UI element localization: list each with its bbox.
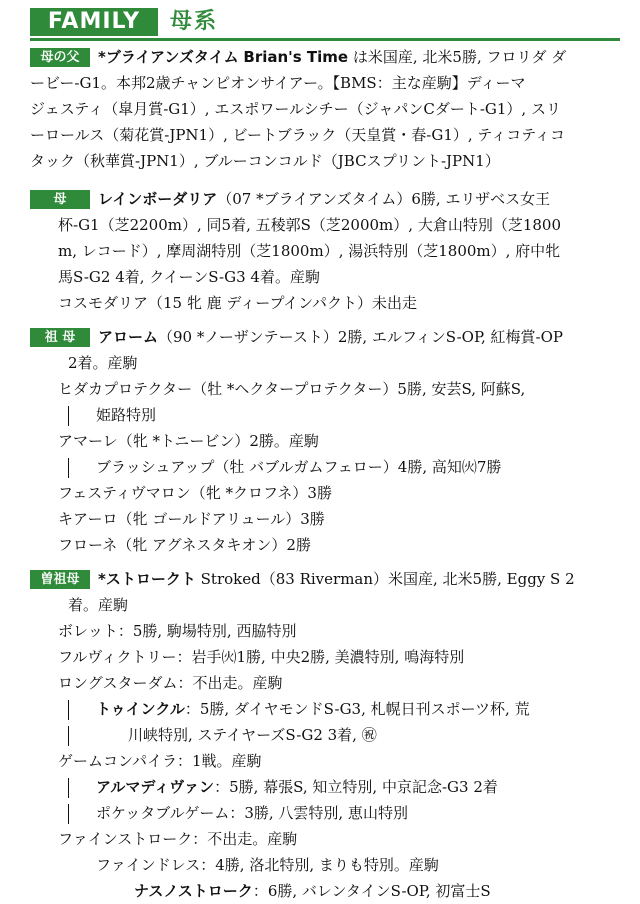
granddam-child-1-cont (58, 402, 610, 428)
granddam-name: アローム (98, 328, 159, 346)
great-granddam-line-2: 着。産駒 (68, 596, 129, 614)
family-title-jp: 母系 (170, 9, 219, 34)
granddam-grandchild-1-text: ブラッシュアップ（牡 バブルガムフェロー）4勝, 高知㈫7勝 (96, 458, 502, 476)
sire-of-dam-line-2: ービー-G1。本邦2歳チャンピオンサイアー。【BMS：主な産駒】ディーマ (30, 74, 526, 92)
sire-of-dam-text-1: は米国産, 北米5勝, フロリダ ダ (352, 48, 567, 66)
dam-text-1: （07 *ブライアンズタイム）6勝, エリザベス女王 (217, 190, 551, 208)
ggd-grandchild-1-text: ：5勝, ダイヤモンドS-G3, 札幌日刊スポーツ杯, 荒 (184, 700, 530, 718)
dam-name: レインボーダリア (98, 190, 218, 208)
pedigree-content (30, 44, 610, 904)
dam-section (30, 186, 610, 316)
ggd-child-5: ファインストローク：不出走。産駒 (58, 830, 298, 848)
sire-of-dam-line-1 (98, 44, 610, 70)
granddam-child-1: ヒダカプロテクター（牡 *ヘクタープロテクター）5勝, 安芸S, 阿蘇S, (58, 380, 526, 398)
granddam-child-4: キアーロ（牝 ゴールドアリュール）3勝 (58, 510, 325, 528)
ggd-grandchild-1-cont (58, 722, 610, 748)
great-granddam-line-1 (98, 566, 610, 592)
granddam-child-2: アマーレ（牝 *トニービン）2勝。産駒 (58, 432, 319, 450)
tree-bar (68, 458, 69, 478)
ggd-grandchild-2-text: ：5勝, 幕張S, 知立特別, 中京記念-G3 2着 (214, 778, 498, 796)
ggd-child-3: ロングスターダム：不出走。産駒 (58, 674, 283, 692)
tree-bar (68, 700, 69, 720)
sire-of-dam-name: ブライアンズタイム (105, 48, 239, 66)
great-granddam-text-1: Stroked（83 Riverman）米国産, 北米5勝, Eggy S 2 (200, 570, 575, 588)
granddam-section (30, 324, 610, 558)
tree-bar (68, 406, 69, 426)
granddam-line-1 (98, 324, 610, 350)
ggd-grandchild-1-name: トゥインクル (96, 700, 185, 718)
great-granddam-section (30, 566, 610, 904)
granddam-child-1-cont-text: 姫路特別 (96, 406, 157, 424)
ggd-child-1: ボレット：5勝, 駒場特別, 西脇特別 (58, 622, 297, 640)
ggd-child-4: ゲームコンパイラ：1戦。産駒 (58, 752, 262, 770)
ggd-grandchild-1-cont-text: 川峡特別, ステイヤーズS-G2 3着, ㊗ (128, 726, 377, 744)
ggd-child-2: フルヴィクトリー：岩手㈫1勝, 中央2勝, 美濃特別, 鳴海特別 (58, 648, 465, 666)
sire-of-dam-mark: * (98, 48, 106, 66)
tree-bar (68, 726, 69, 746)
sire-of-dam-label: 母の父 (30, 48, 90, 67)
great-granddam-label: 曽祖母 (30, 570, 90, 589)
sire-of-dam-line-5: タック（秋華賞-JPN1）, ブルーコンコルド（JBCスプリント-JPN1） (30, 152, 500, 170)
sire-of-dam-line-4: ーロールス（菊花賞-JPN1）, ビートブラック（天皇賞・春-G1）, ティコティコ (30, 126, 566, 144)
granddam-label: 祖 母 (30, 328, 90, 347)
ggd-great-grandchild-1 (58, 878, 610, 904)
dam-line-4: 馬S-G2 4着, クイーンS-G3 4着。産駒 (58, 268, 320, 286)
family-header (30, 8, 620, 41)
sire-of-dam-line-3: ジェスティ（皐月賞-G1）, エスポワールシチー（ジャパンCダート-G1）, スリ (30, 100, 561, 118)
great-granddam-name: ストロークト (105, 570, 196, 588)
granddam-line-2: 2着。産駒 (68, 354, 138, 372)
dam-line-1 (98, 186, 610, 212)
granddam-text-1: （90 *ノーザンテースト）2勝, エルフィンS-OP, 紅梅賞-OP (158, 328, 563, 346)
granddam-grandchild-1 (58, 454, 610, 480)
tree-bar (68, 804, 69, 824)
sire-of-dam-section (30, 44, 610, 174)
family-label: FAMILY (30, 8, 158, 36)
dam-line-3: m, レコード）, 摩周湖特別（芝1800m）, 湯浜特別（芝1800m）, 府中牝 (58, 242, 561, 260)
ggd-grandchild-3-text: ポケッタブルゲーム：3勝, 八雲特別, 恵山特別 (96, 804, 408, 822)
sire-of-dam-en: Brian's Time (243, 48, 349, 66)
dam-label: 母 (30, 190, 90, 209)
ggd-grandchild-1 (58, 696, 610, 722)
great-granddam-mark: * (98, 570, 106, 588)
ggd-grandchild-2 (58, 774, 610, 800)
tree-bar (68, 778, 69, 798)
ggd-grandchild-4: ファインドレス：4勝, 洛北特別, まりも特別。産駒 (96, 856, 439, 874)
granddam-child-3: フェスティヴマロン（牝 *クロフネ）3勝 (58, 484, 332, 502)
ggd-great-grandchild-1-text: ：6勝, バレンタインS-OP, 初富士S (252, 882, 491, 900)
ggd-great-grandchild-1-name: ナスノストローク (134, 882, 253, 900)
dam-child-1: コスモダリア（15 牝 鹿 ディープインパクト）未出走 (58, 294, 418, 312)
dam-line-2: 杯-G1（芝2200m）, 同5着, 五稜郭S（芝2000m）, 大倉山特別（芝1800 (58, 216, 561, 234)
ggd-grandchild-2-name: アルマディヴァン (96, 778, 215, 796)
ggd-grandchild-3 (58, 800, 610, 826)
granddam-child-5: フローネ（牝 アグネスタキオン）2勝 (58, 536, 311, 554)
